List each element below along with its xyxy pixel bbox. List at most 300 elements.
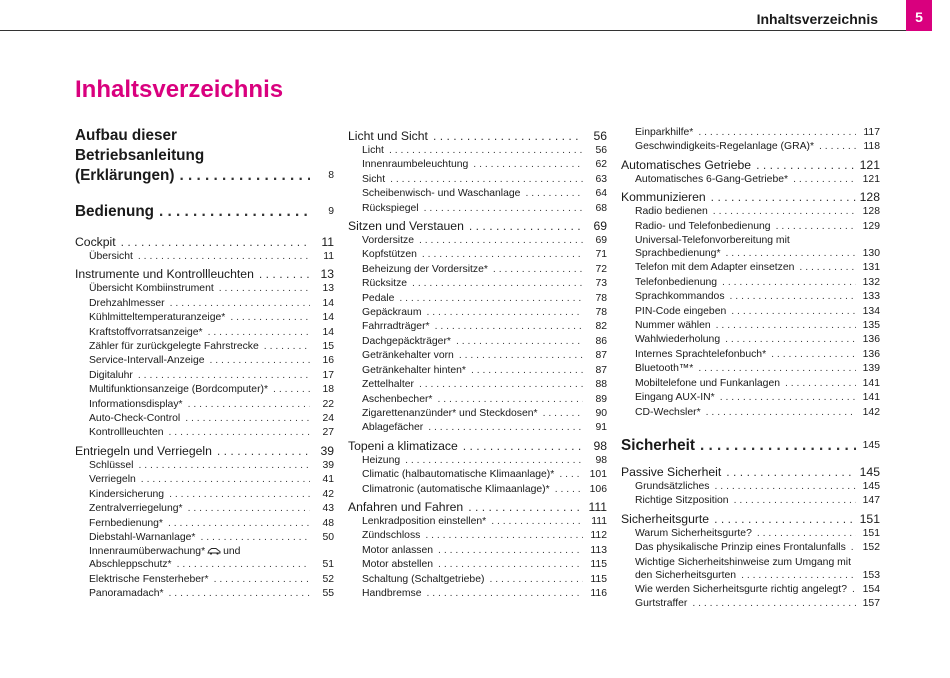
- dot-leader: [437, 393, 583, 407]
- toc-entry-title: Kraftstoffvorratsanzeige*: [89, 326, 203, 338]
- toc-entry-title: Eingang AUX-IN*: [635, 392, 715, 404]
- toc-entry[interactable]: [348, 277, 607, 291]
- toc-entry[interactable]: [348, 573, 607, 587]
- dot-leader: [422, 248, 583, 262]
- dot-leader: [219, 282, 310, 296]
- dot-leader: [711, 189, 856, 205]
- toc-entry-title: Telefonbedienung: [635, 276, 718, 288]
- toc-section[interactable]: [621, 189, 880, 205]
- toc-entry[interactable]: [621, 290, 880, 304]
- toc-entry-title: Scheibenwisch- und Waschanlage: [362, 188, 521, 200]
- toc-entry-title: Dachgepäckträger*: [362, 335, 451, 347]
- toc-entry-title: Multifunktionsanzeige (Bordcomputer)*: [89, 384, 269, 396]
- toc-entry[interactable]: [75, 250, 334, 264]
- page-number: 87: [595, 350, 607, 362]
- toc-entry[interactable]: [75, 412, 334, 426]
- toc-entry[interactable]: [348, 320, 607, 334]
- header-title: Inhaltsverzeichnis: [756, 11, 878, 27]
- toc-section[interactable]: [75, 443, 334, 459]
- dot-leader: [722, 276, 856, 290]
- page-number: 15: [322, 341, 334, 353]
- page-number: 17: [322, 369, 334, 381]
- page-number: 43: [322, 503, 334, 515]
- spacer: [75, 222, 334, 232]
- page-number: 14: [322, 297, 334, 309]
- toc-entry[interactable]: [75, 311, 334, 325]
- dot-leader: [776, 220, 856, 234]
- toc-entry-title: Grundsätzliches: [635, 480, 710, 492]
- toc-entry[interactable]: [348, 173, 607, 187]
- toc-entry[interactable]: [621, 348, 880, 362]
- page-number: 121: [862, 173, 880, 185]
- dot-leader: [793, 173, 856, 187]
- toc-entry[interactable]: [348, 144, 607, 158]
- dot-leader: [419, 234, 583, 248]
- toc-entry-title: Schlüssel: [89, 459, 134, 471]
- toc-entry-title: Übersicht Kombiinstrument: [89, 283, 214, 295]
- toc-entry-title: Zähler für zurückgelegte Fahrstrecke: [89, 341, 259, 353]
- page-number: 16: [322, 355, 334, 367]
- car-alarm-icon: [207, 546, 221, 554]
- toc-section-title: Licht und Sicht: [348, 129, 428, 143]
- toc-entry-line: Universal-Telefonvorbereitung mit: [635, 235, 790, 247]
- toc-entry-title: Diebstahl-Warnanlage*: [89, 531, 196, 543]
- dot-leader: [473, 158, 583, 172]
- toc-entry[interactable]: [348, 234, 607, 248]
- toc-entry-title: Panoramadach*: [89, 588, 164, 600]
- page-number: 89: [595, 393, 607, 405]
- toc-entry-title: Heizung: [362, 454, 401, 466]
- page-number: 69: [593, 219, 607, 234]
- dot-leader: [459, 349, 583, 363]
- toc-entry[interactable]: [621, 305, 880, 319]
- toc-entry-title: Geschwindigkeits-Regelanlage (GRA)*: [635, 141, 815, 153]
- dot-leader: [438, 558, 583, 572]
- page-number-badge: 5: [906, 0, 932, 31]
- toc-entry-title: Zentralverriegelung*: [89, 503, 183, 515]
- toc-entry[interactable]: [348, 349, 607, 363]
- toc-entry-title: Kopfstützen: [362, 249, 417, 261]
- toc-entry[interactable]: [348, 407, 607, 421]
- toc-column-3: [621, 126, 880, 612]
- page-number: 121: [859, 157, 880, 172]
- toc-entry[interactable]: [75, 459, 334, 473]
- toc-section[interactable]: [621, 157, 880, 173]
- toc-entry-title: Automatisches 6-Gang-Getriebe*: [635, 173, 789, 185]
- toc-entry[interactable]: [348, 544, 607, 558]
- dot-leader: [819, 140, 856, 154]
- toc-entry-title: Pedale: [362, 292, 395, 304]
- dot-leader: [405, 454, 583, 468]
- page-number: 90: [595, 407, 607, 419]
- toc-entry[interactable]: [348, 529, 607, 543]
- page-number: 133: [862, 291, 880, 303]
- dot-leader: [121, 234, 310, 250]
- toc-entry[interactable]: [75, 398, 334, 412]
- dot-leader: [799, 261, 856, 275]
- toc-entry[interactable]: [75, 573, 334, 587]
- dot-leader: [185, 412, 310, 426]
- toc-entry-title: Kontrollleuchten: [89, 427, 164, 439]
- toc-entry[interactable]: [75, 426, 334, 440]
- toc-entry[interactable]: [621, 205, 880, 219]
- toc-entry[interactable]: [621, 391, 880, 405]
- toc-entry-title: Sprachbedienung*: [635, 248, 721, 260]
- page-number: 132: [862, 276, 880, 288]
- toc-entry[interactable]: [75, 383, 334, 397]
- toc-entry-title: Kindersicherung: [89, 488, 165, 500]
- toc-entry[interactable]: [348, 454, 607, 468]
- dot-leader: [264, 340, 310, 354]
- dot-leader: [555, 483, 583, 497]
- toc-section-title: Cockpit: [75, 235, 116, 249]
- toc-section-title: Automatisches Getriebe: [621, 157, 752, 172]
- page-number: 63: [595, 173, 607, 185]
- dot-leader: [559, 468, 583, 482]
- page-number: 128: [859, 190, 880, 205]
- toc-section[interactable]: [621, 511, 880, 527]
- page-number: 68: [595, 202, 607, 214]
- toc-entry-title: Warum Sicherheitsgurte?: [635, 527, 752, 539]
- toc-entry-title: den Sicherheitsgurten: [635, 569, 737, 581]
- dot-leader: [463, 438, 583, 454]
- dot-leader: [217, 443, 310, 459]
- page-number: 8: [328, 170, 334, 181]
- toc-entry-title: Motor abstellen: [362, 559, 434, 571]
- toc-entry-title: Gepäckraum: [362, 307, 422, 319]
- toc-entry-title: Aschenbecher*: [362, 393, 433, 405]
- toc-entry[interactable]: [621, 569, 880, 583]
- dot-leader: [730, 290, 856, 304]
- toc-entry[interactable]: [75, 369, 334, 383]
- dot-leader: [700, 436, 856, 456]
- dot-leader: [179, 166, 310, 186]
- toc-entry[interactable]: [348, 187, 607, 201]
- toc-entry[interactable]: [75, 558, 334, 572]
- toc-chapter[interactable]: [75, 202, 334, 222]
- toc-entry[interactable]: [621, 173, 880, 187]
- toc-entry-title: Zettelhalter: [362, 379, 414, 391]
- toc-entry-title: Bluetooth™*: [635, 363, 694, 375]
- toc-entry-text: und: [223, 546, 241, 558]
- page-number: 113: [590, 544, 607, 556]
- page-number: 71: [595, 249, 607, 261]
- toc-entry-title: Zündschloss: [362, 530, 421, 542]
- dot-leader: [188, 502, 310, 516]
- page-number: 151: [859, 511, 880, 526]
- toc-entry-title: Internes Sprachtelefonbuch*: [635, 348, 767, 360]
- toc-chapter-title: (Erklärungen): [75, 167, 175, 184]
- dot-leader: [852, 583, 856, 597]
- page-number: 39: [320, 443, 334, 458]
- page-number: 147: [862, 495, 880, 507]
- dot-leader: [756, 157, 856, 173]
- toc-entry-title: Motor anlassen: [362, 544, 434, 556]
- toc-entry-title: Vordersitze: [362, 235, 414, 247]
- toc-entry-title: Kühlmitteltemperaturanzeige*: [89, 312, 226, 324]
- toc-entry-title: Einparkhilfe*: [635, 127, 694, 138]
- toc-entry-title: Fahrradträger*: [362, 321, 430, 333]
- toc-entry-title: PIN-Code eingeben: [635, 305, 727, 317]
- dot-leader: [489, 573, 583, 587]
- toc-entry-title: Beheizung der Vordersitze*: [362, 263, 488, 275]
- page-number: 78: [595, 292, 607, 304]
- dot-leader: [785, 377, 856, 391]
- dot-leader: [259, 266, 310, 282]
- toc-entry[interactable]: [348, 335, 607, 349]
- page-number: 11: [323, 251, 334, 262]
- toc-entry-title: Radio- und Telefonbedienung: [635, 220, 771, 232]
- toc-entry[interactable]: [75, 297, 334, 311]
- toc-section[interactable]: [348, 438, 607, 454]
- toc-entry[interactable]: [621, 140, 880, 154]
- toc-entry[interactable]: [348, 421, 607, 435]
- toc-entry[interactable]: [348, 364, 607, 378]
- dot-leader: [757, 527, 856, 541]
- toc-section[interactable]: [348, 218, 607, 234]
- toc-entry[interactable]: [348, 263, 607, 277]
- toc-entry-title: Wahlwiederholung: [635, 334, 721, 346]
- dot-leader: [419, 378, 583, 392]
- dot-leader: [169, 426, 310, 440]
- toc-entry[interactable]: [621, 480, 880, 494]
- toc-entry[interactable]: [348, 468, 607, 482]
- dot-leader: [138, 369, 310, 383]
- toc-entry[interactable]: [75, 340, 334, 354]
- toc-entry-title: Climatic (halbautomatische Klimaanlage)*: [362, 469, 555, 481]
- page-number: 50: [322, 531, 334, 543]
- toc-entry[interactable]: [75, 354, 334, 368]
- page-number: 106: [589, 483, 607, 495]
- toc-entry-title: Handbremse: [362, 587, 422, 599]
- dot-leader: [438, 544, 583, 558]
- dot-leader: [713, 205, 856, 219]
- page-number: 136: [862, 348, 880, 360]
- dot-leader: [720, 391, 856, 405]
- page-title: Inhaltsverzeichnis: [75, 76, 284, 103]
- toc-entry-title: Schaltung (Schaltgetriebe): [362, 573, 485, 585]
- dot-leader: [141, 473, 310, 487]
- toc-entry-line: [75, 545, 334, 558]
- page-number: 42: [322, 488, 334, 500]
- toc-section-title: Passive Sicherheit: [621, 464, 722, 479]
- page-number: 151: [862, 527, 880, 539]
- page-number: 145: [859, 464, 880, 479]
- dot-leader: [491, 515, 583, 529]
- dot-leader: [716, 319, 856, 333]
- dot-leader: [435, 320, 583, 334]
- toc-entry-title: Climatronic (automatische Klimaanlage)*: [362, 483, 550, 495]
- dot-leader: [208, 326, 310, 340]
- toc-entry-title: Digitaluhr: [89, 369, 133, 381]
- toc-entry[interactable]: [621, 319, 880, 333]
- toc-chapter[interactable]: [621, 436, 880, 456]
- toc-entry-title: Service-Intervall-Anzeige: [89, 355, 205, 367]
- dot-leader: [471, 364, 583, 378]
- toc-section[interactable]: [75, 266, 334, 282]
- toc-entry-title: Zigarettenanzünder* und Steckdosen*: [362, 407, 538, 419]
- dot-leader: [424, 202, 583, 216]
- toc-entry[interactable]: [348, 158, 607, 172]
- dot-leader: [159, 202, 310, 222]
- dot-leader: [412, 277, 583, 291]
- dot-leader: [698, 126, 856, 140]
- toc-section[interactable]: [621, 464, 880, 480]
- toc-entry[interactable]: [621, 527, 880, 541]
- page-number: 141: [862, 377, 880, 389]
- dot-leader: [168, 517, 310, 531]
- page-number: 98: [593, 438, 607, 453]
- dot-leader: [493, 263, 583, 277]
- toc-entry-title: CD-Wechsler*: [635, 406, 701, 418]
- toc-chapter-title: Sicherheit: [621, 436, 695, 454]
- page-number: 134: [862, 305, 880, 317]
- toc-entry[interactable]: [75, 282, 334, 296]
- toc-entry[interactable]: [75, 326, 334, 340]
- page-number: 112: [590, 530, 607, 542]
- page-number: 11: [321, 235, 334, 249]
- dot-leader: [851, 541, 856, 555]
- page-number: 86: [595, 335, 607, 347]
- toc-entry[interactable]: [348, 292, 607, 306]
- toc-entry-title: Das physikalische Prinzip eines Frontalunfalls: [635, 542, 846, 554]
- toc-column-2: [348, 126, 607, 601]
- page-number: 51: [322, 559, 334, 571]
- toc-entry-title: Informationsdisplay*: [89, 398, 183, 410]
- page-number: 69: [595, 235, 607, 247]
- toc-entry[interactable]: [621, 494, 880, 508]
- toc-entry[interactable]: [75, 517, 334, 531]
- page-number: 27: [322, 427, 334, 439]
- toc-entry[interactable]: [621, 597, 880, 611]
- dot-leader: [177, 558, 310, 572]
- toc-section[interactable]: [75, 234, 334, 250]
- toc-entry[interactable]: [621, 276, 880, 290]
- toc-entry[interactable]: [75, 488, 334, 502]
- dot-leader: [734, 494, 856, 508]
- toc-section[interactable]: [348, 128, 607, 144]
- dot-leader: [543, 407, 583, 421]
- toc-entry[interactable]: [621, 333, 880, 347]
- dot-leader: [425, 529, 583, 543]
- toc-entry[interactable]: [621, 583, 880, 597]
- toc-entry[interactable]: [621, 406, 880, 420]
- dot-leader: [426, 306, 583, 320]
- page-number: 129: [862, 220, 880, 232]
- page-number: 56: [595, 145, 607, 156]
- page-number: 73: [595, 278, 607, 290]
- toc-entry[interactable]: [621, 220, 880, 234]
- toc-entry-title: Getränkehalter hinten*: [362, 364, 466, 376]
- toc-entry[interactable]: [621, 541, 880, 555]
- page-number: 157: [862, 598, 880, 610]
- dot-leader: [169, 587, 310, 601]
- page-number: 153: [862, 569, 880, 581]
- toc-entry[interactable]: [75, 473, 334, 487]
- page-number: 64: [595, 188, 607, 200]
- toc-entry[interactable]: [621, 362, 880, 376]
- toc-entry-title: Sprachkommandos: [635, 291, 725, 303]
- page-number: 55: [322, 588, 334, 600]
- toc-section-title: Kommunizieren: [621, 190, 706, 205]
- page-number: 14: [322, 312, 334, 324]
- toc-entry[interactable]: [348, 515, 607, 529]
- toc-entry-title: Radio bedienen: [635, 206, 708, 218]
- toc-entry-title: Wie werden Sicherheitsgurte richtig angelegt?: [635, 583, 847, 595]
- toc-entry[interactable]: [348, 393, 607, 407]
- toc-entry-title: Verriegeln: [89, 474, 136, 486]
- dot-leader: [698, 362, 856, 376]
- toc-entry-title: Lenkradposition einstellen*: [362, 515, 487, 527]
- toc-entry-title: Rücksitze: [362, 278, 408, 290]
- page-number: 56: [593, 129, 607, 143]
- page-number: 9: [328, 206, 334, 217]
- toc-entry[interactable]: [75, 502, 334, 516]
- toc-section-title: Instrumente und Kontrollleuchten: [75, 267, 254, 282]
- toc-entry[interactable]: [75, 587, 334, 601]
- page-number: 101: [589, 469, 607, 481]
- dot-leader: [706, 406, 856, 420]
- dot-leader: [399, 292, 583, 306]
- toc-entry-line: Aufbau dieser: [75, 127, 177, 144]
- toc-entry[interactable]: [348, 306, 607, 320]
- toc-entry[interactable]: [348, 378, 607, 392]
- dot-leader: [427, 587, 584, 601]
- toc-entry[interactable]: [75, 531, 334, 545]
- dot-leader: [433, 128, 583, 144]
- page-number: 88: [595, 379, 607, 391]
- dot-leader: [428, 421, 583, 435]
- toc-entry[interactable]: [621, 377, 880, 391]
- dot-leader: [214, 573, 310, 587]
- toc-section[interactable]: [348, 499, 607, 515]
- toc-entry[interactable]: [348, 248, 607, 262]
- page-number: 87: [595, 364, 607, 376]
- page-number: 48: [322, 517, 334, 529]
- toc-entry[interactable]: [348, 558, 607, 572]
- header-rule: [0, 30, 908, 31]
- page-number: 116: [590, 587, 607, 599]
- toc-entry[interactable]: [621, 126, 880, 140]
- page-number: 91: [595, 422, 607, 434]
- page-number: 14: [322, 326, 334, 338]
- toc-entry[interactable]: [621, 261, 880, 275]
- page-number: 111: [591, 515, 607, 527]
- page-number: 135: [862, 320, 880, 332]
- toc-chapter[interactable]: [75, 166, 334, 186]
- page-number: 139: [862, 363, 880, 375]
- toc-chapter-title: Bedienung: [75, 203, 155, 220]
- toc-entry[interactable]: [348, 587, 607, 601]
- page-number: 131: [862, 262, 880, 274]
- dot-leader: [692, 597, 856, 611]
- page-number: 78: [595, 307, 607, 319]
- toc-entry-line: Betriebsanleitung: [75, 147, 205, 164]
- toc-entry-title: Licht: [362, 145, 384, 156]
- dot-leader: [468, 499, 583, 515]
- dot-leader: [390, 173, 583, 187]
- dot-leader: [188, 398, 310, 412]
- toc-entry[interactable]: [621, 247, 880, 261]
- toc-entry[interactable]: [348, 202, 607, 216]
- page-number: 52: [322, 573, 334, 585]
- page-number: 115: [590, 559, 607, 571]
- page-number: 13: [320, 267, 334, 282]
- page-number: 118: [863, 141, 880, 153]
- dot-leader: [771, 348, 856, 362]
- page-number: 22: [322, 398, 334, 410]
- toc-entry[interactable]: [348, 483, 607, 497]
